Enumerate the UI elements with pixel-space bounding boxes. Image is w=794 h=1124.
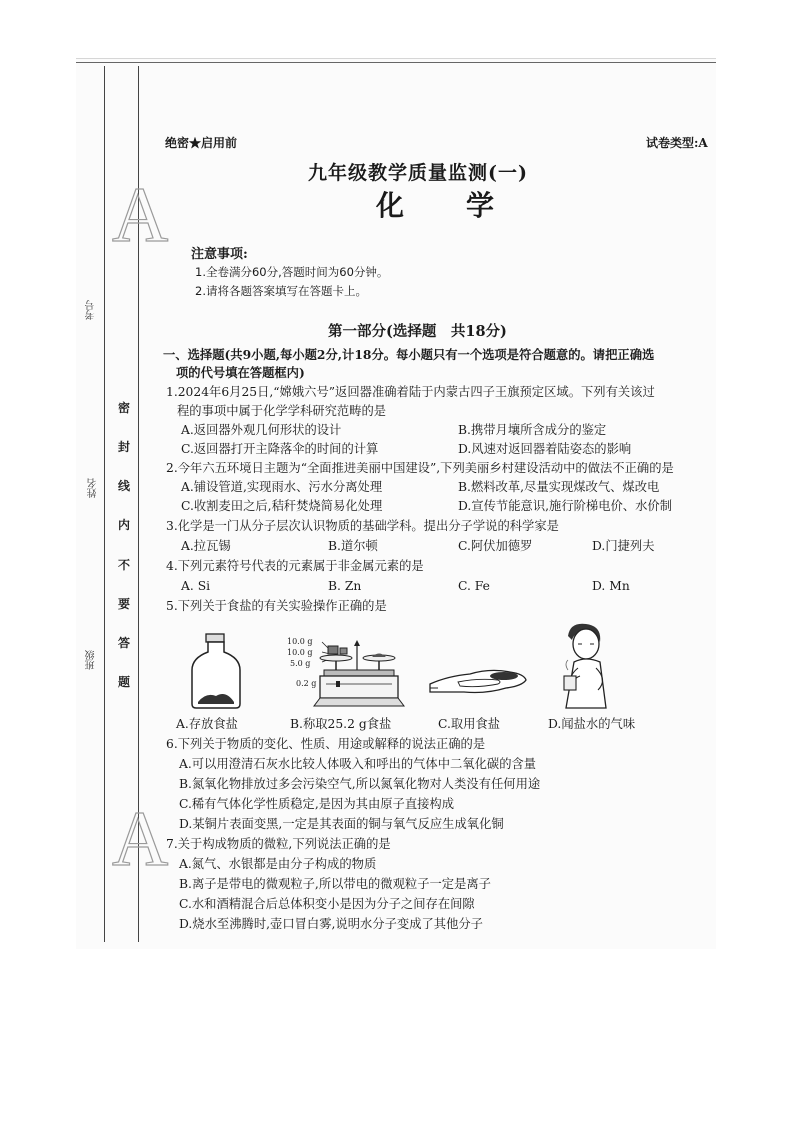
option: A.拉瓦锡 — [181, 539, 231, 553]
label-name: 姓名 — [88, 478, 99, 498]
paper-type-watermark-bottom: A — [112, 795, 169, 882]
part1-instruction: 一、选择题(共9小题,每小题2分,计18分。每小题只有一个选项是符合题意的。请把正确选 — [163, 347, 655, 362]
option: B.携带月壤所含成分的鉴定 — [458, 423, 607, 437]
option: B.离子是带电的微观粒子,所以带电的微观粒子一定是离子 — [179, 877, 491, 891]
margin-rule-outer — [104, 66, 105, 942]
option: D.烧水至沸腾时,壶口冒白雾,说明水分子变成了其他分子 — [179, 917, 483, 931]
option: A.铺设管道,实现雨水、污水分离处理 — [181, 480, 383, 494]
figure-caption: D.闻盐水的气味 — [548, 717, 636, 731]
option: D.某铜片表面变黑,一定是其表面的铜与氧气反应生成氧化铜 — [179, 817, 504, 831]
option: B.氮氧化物排放过多会污染空气,所以氮氧化物对人类没有任何用途 — [179, 777, 541, 791]
question-stem: 2.今年六五环境日主题为“全面推进美丽中国建设”,下列美丽乡村建设活动中的做法不正确的是 — [166, 462, 674, 475]
label-exam-no: 考号 — [86, 300, 97, 320]
option: D.风速对返回器着陆姿态的影响 — [458, 442, 632, 456]
weight-label: 0.2 g — [296, 679, 317, 688]
subject-title: 化学 — [376, 189, 557, 222]
question-stem: 3.化学是一门从分子层次认识物质的基础学科。提出分子学说的科学家是 — [166, 519, 559, 533]
question-stem: 程的事项中属于化学学科研究范畴的是 — [177, 404, 387, 418]
option: C.水和酒精混合后总体积变小是因为分子之间存在间隙 — [179, 897, 475, 911]
option: B.燃料改革,尽量实现煤改气、煤改电 — [458, 480, 660, 494]
option: C.稀有气体化学性质稳定,是因为其由原子直接构成 — [179, 797, 455, 811]
question-stem: 7.关于构成物质的微粒,下列说法正确的是 — [166, 837, 391, 851]
balance-illustration — [284, 636, 409, 708]
seal-char: 要 — [117, 596, 130, 611]
hand-illustration — [428, 654, 528, 704]
seal-char: 密 — [117, 401, 130, 415]
weight-label: 10.0 g — [287, 648, 313, 657]
seal-char: 答 — [117, 635, 130, 650]
question-stem: 5.下列关于食盐的有关实验操作正确的是 — [166, 599, 387, 613]
seal-char: 不 — [117, 557, 130, 572]
paper-type-label: 试卷类型:A — [646, 136, 708, 150]
figure-caption: C.取用食盐 — [438, 717, 501, 731]
seal-char: 题 — [117, 674, 130, 689]
option: A.氮气、水银都是由分子构成的物质 — [179, 857, 377, 871]
question-stem: 4.下列元素符号代表的元素属于非金属元素的是 — [166, 559, 424, 573]
figure-caption: A.存放食盐 — [176, 717, 238, 731]
option: C.收割麦田之后,秸秆焚烧简易化处理 — [181, 499, 383, 513]
option: C.阿伏加德罗 — [458, 539, 533, 553]
paper-type-watermark-top: A — [112, 171, 169, 258]
label-class: 班级 — [86, 650, 97, 670]
weight-label: 10.0 g — [287, 637, 313, 646]
part1-title: 第一部分(选择题 共18分) — [328, 323, 507, 340]
option: C. Fe — [458, 579, 490, 593]
option: B.道尔顿 — [328, 539, 378, 553]
seal-char: 内 — [117, 518, 130, 533]
notice-item: 2.请将各题答案填写在答题卡上。 — [195, 284, 367, 298]
weight-label: 5.0 g — [290, 659, 311, 668]
option: A.返回器外观几何形状的设计 — [181, 423, 342, 437]
bottle-illustration — [186, 632, 246, 710]
seal-char: 线 — [117, 479, 130, 494]
option: A. Si — [181, 579, 211, 593]
secret-label: 绝密★启用前 — [165, 136, 238, 150]
boy-illustration — [554, 620, 616, 710]
top-rule — [76, 62, 716, 63]
part1-instruction: 项的代号填在答题框内) — [176, 365, 305, 380]
exam-title: 九年级教学质量监测(一) — [308, 162, 528, 184]
question-stem: 1.2024年6月25日,“嫦娥六号”返回器准确着陆于内蒙古四子王旗预定区域。下列有关该过 — [166, 385, 655, 399]
option: C.返回器打开主降落伞的时间的计算 — [181, 442, 379, 456]
question-stem: 6.下列关于物质的变化、性质、用途或解释的说法正确的是 — [166, 737, 486, 751]
seal-char: 封 — [117, 440, 130, 455]
option: B. Zn — [328, 579, 362, 593]
option: D.宣传节能意识,施行阶梯电价、水价制 — [458, 499, 672, 513]
figure-caption: B.称取25.2 g食盐 — [290, 717, 392, 731]
option: D.门捷列夫 — [592, 539, 655, 553]
seal-line-text — [116, 402, 132, 688]
notice-title: 注意事项: — [191, 247, 248, 262]
option: D. Mn — [592, 579, 630, 593]
notice-item: 1.全卷满分60分,答题时间为60分钟。 — [195, 265, 389, 279]
option: A.可以用澄清石灰水比较人体吸入和呼出的气体中二氧化碳的含量 — [179, 757, 537, 771]
